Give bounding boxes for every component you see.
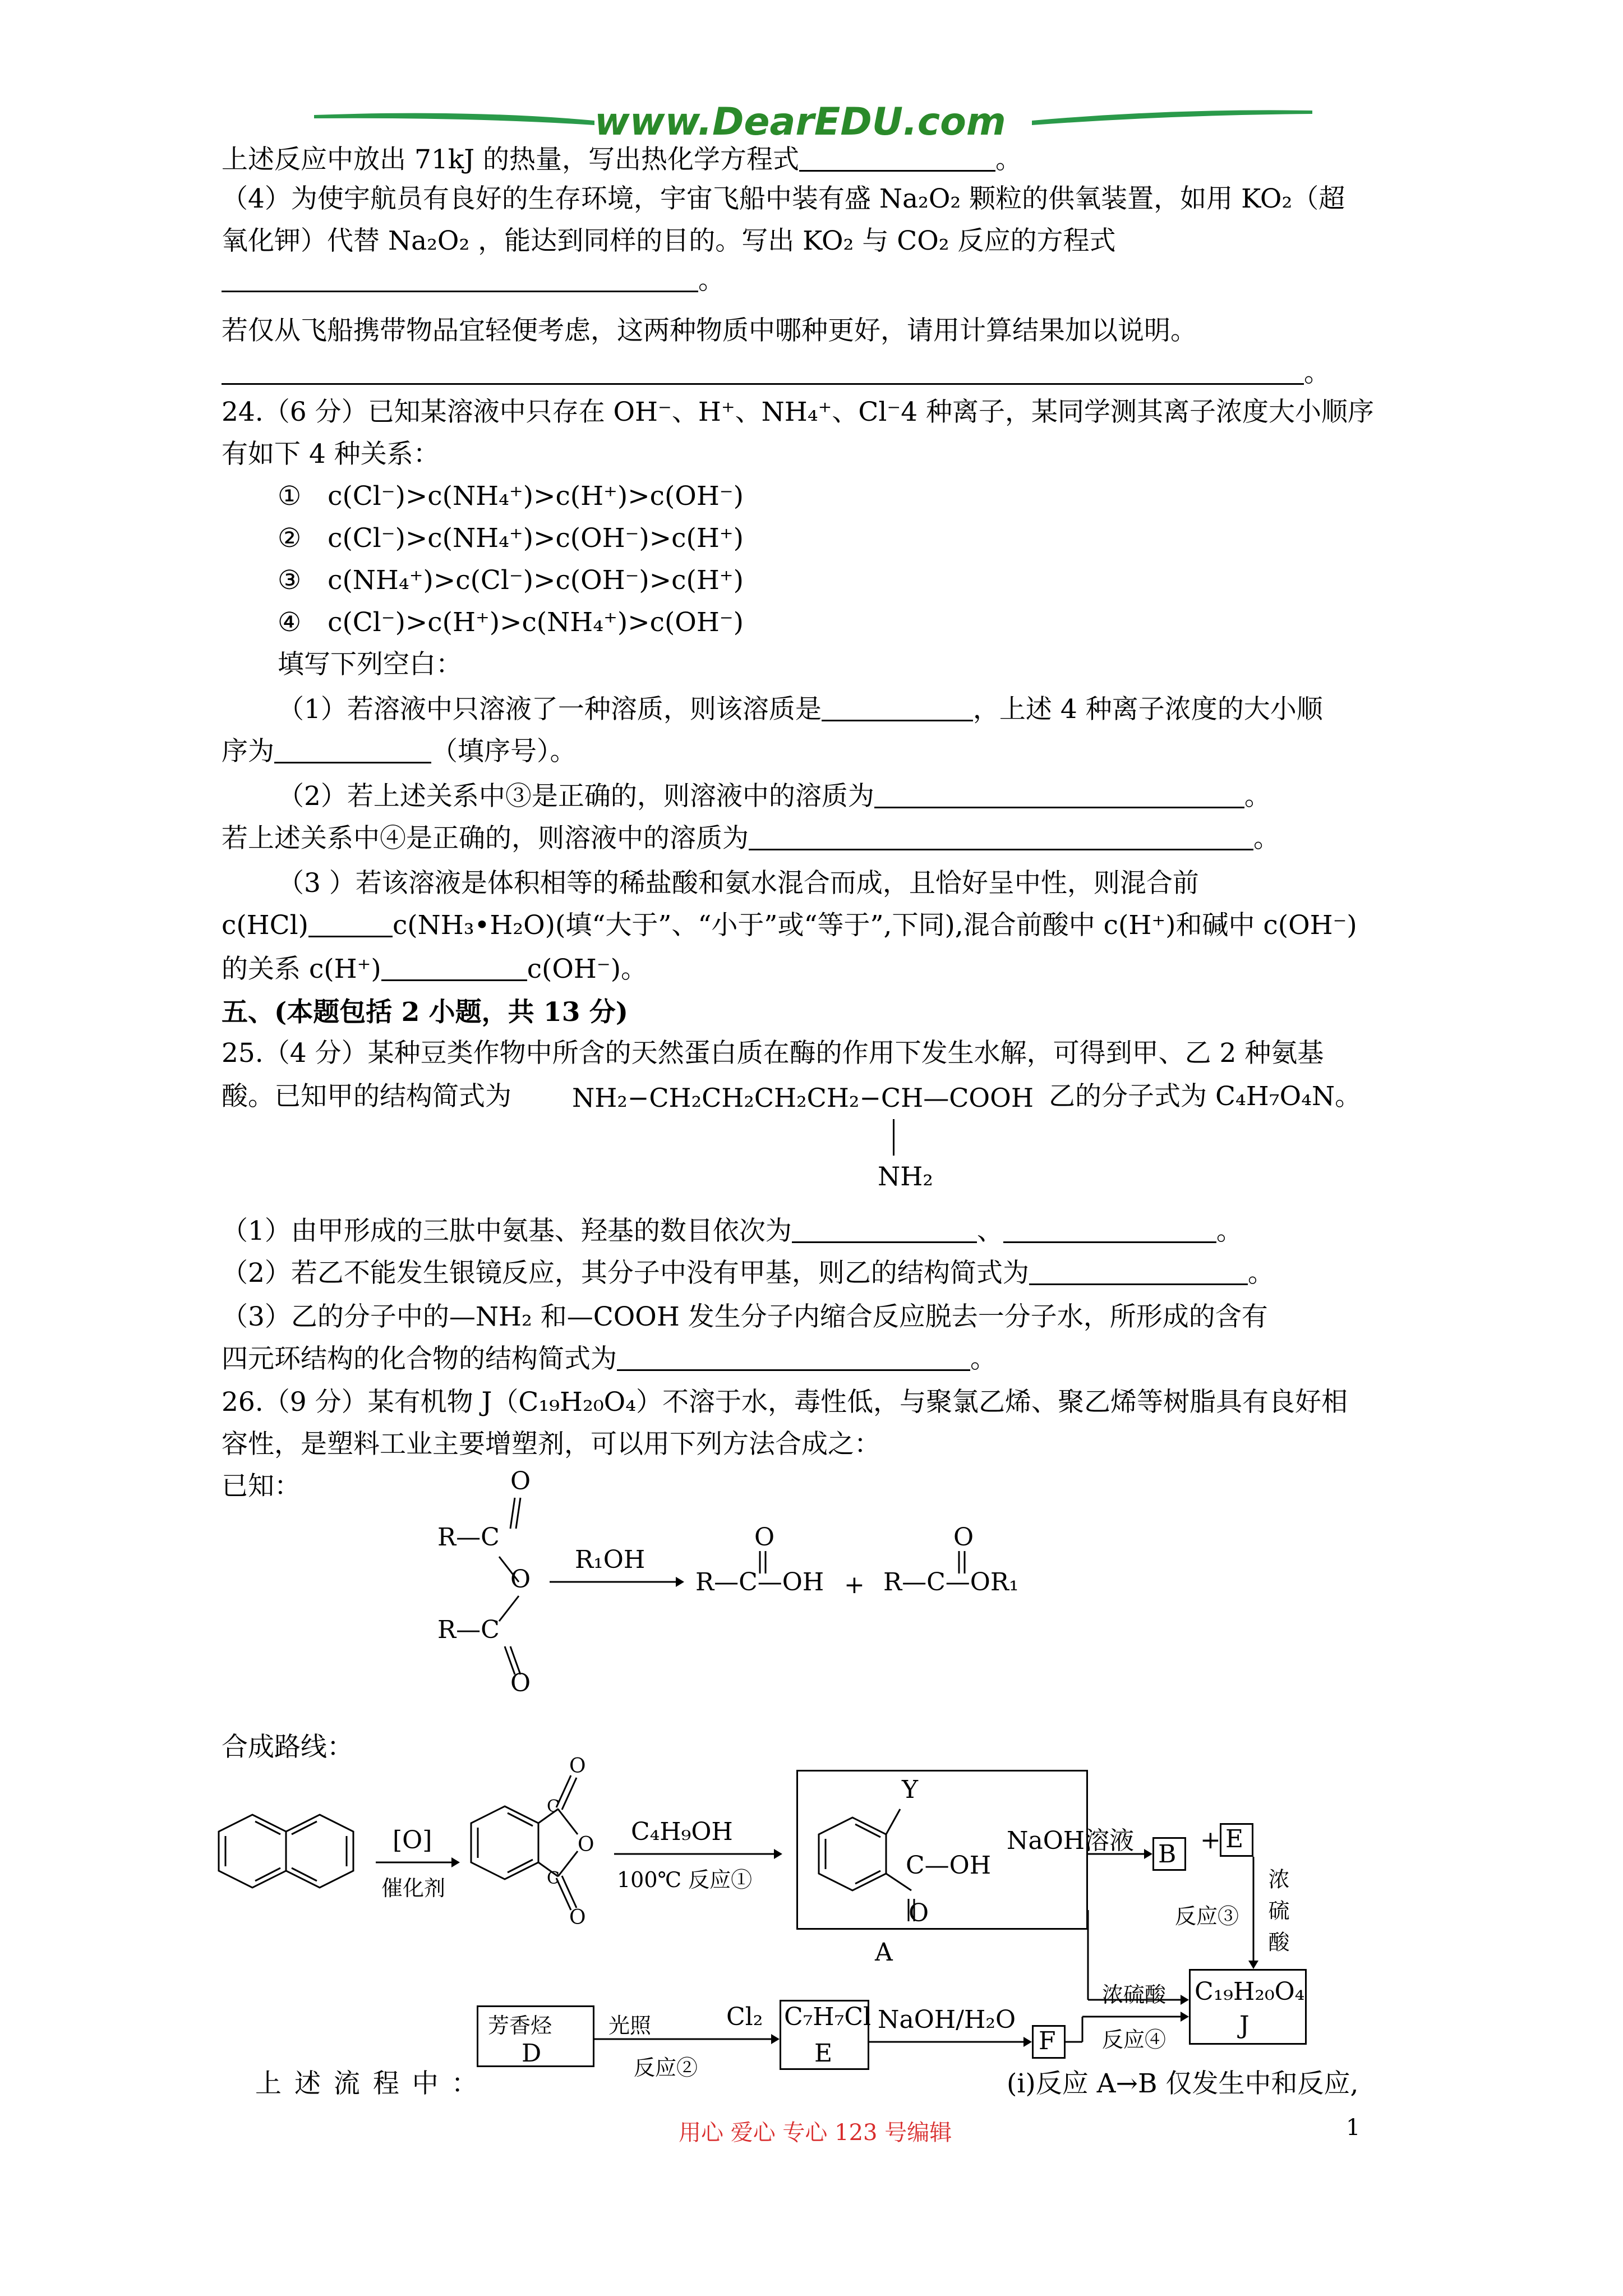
- q24-rel1: ① c(Cl⁻)>c(NH₄⁺)>c(H⁺)>c(OH⁻): [278, 481, 744, 512]
- q25-formula-bond: [893, 1119, 895, 1156]
- phthalic-anhydride-icon: [460, 1756, 611, 1924]
- q23-line1: 上述反应中放出 71kJ 的热量，写出热化学方程式 。: [222, 144, 1022, 175]
- q24-s3-c: 的关系 c(H⁺) c(OH⁻)。: [222, 954, 648, 984]
- rxn-rc-top: R—C: [437, 1523, 500, 1552]
- flow-step4-a: 浓硫酸: [1102, 1982, 1166, 2007]
- q26-known: 已知：: [222, 1471, 301, 1502]
- q24-s1-a: （1）若溶液中只溶液了一种溶质，则该溶质是 ，上述 4 种离子浓度的大小顺: [278, 694, 1323, 725]
- rxn-bond-mid2: [494, 1593, 538, 1627]
- section5-title: 五、(本题包括 2 小题，共 13 分): [222, 997, 629, 1028]
- rxn-prod2: R—C—OR₁: [883, 1568, 1019, 1596]
- q23-p4-d: 若仅从飞船携带物品宜轻便考虑，这两种物质中哪种更好，请用计算结果加以说明。: [222, 315, 1197, 346]
- q24-rel2: ② c(Cl⁻)>c(NH₄⁺)>c(OH⁻)>c(H⁺): [278, 523, 744, 554]
- svg-text:O: O: [578, 1833, 594, 1856]
- label-d: D: [522, 2039, 542, 2068]
- q23-p4-b: 氧化钾）代替 Na₂O₂ ，能达到同样的目的。写出 KO₂ 与 CO₂ 反应的方程式: [222, 226, 1116, 256]
- flow-plus-e: +: [1200, 1826, 1221, 1855]
- flow-cl2: Cl₂: [726, 2003, 763, 2031]
- q26-bottom-a: 上 述 流 程 中 ：: [255, 2068, 480, 2099]
- flow-oxid-sub: 催化剂: [381, 1876, 446, 1901]
- flow-arrow-1: [376, 1854, 460, 1871]
- q24-s2-a: （2）若上述关系中③是正确的，则溶液中的溶质为 。: [278, 781, 1271, 812]
- q26-intro-a: 26.（9 分）某有机物 J（C₁₉H₂₀O₄）不溶于水，毒性低，与聚氯乙烯、聚乙烯等树脂具有良好相: [222, 1387, 1348, 1418]
- flow-cond1: 100℃ 反应①: [617, 1867, 753, 1892]
- q25-formula-tail: 乙的分子式为 C₄H₇O₄N。: [1049, 1081, 1362, 1112]
- rxn-prod2-o: O: [953, 1523, 974, 1552]
- flow-naoh1: NaOH溶液: [1007, 1826, 1135, 1855]
- label-b: B: [1158, 1840, 1177, 1869]
- label-a: A: [875, 1938, 893, 1967]
- rxn-prod1: R—C—OH: [695, 1568, 824, 1596]
- q23-p4-e: 。: [222, 356, 1330, 390]
- q25-formula: NH₂−CH₂CH₂CH₂CH₂−CH—COOH: [572, 1083, 1034, 1113]
- flow-cl2-cond: 光照: [608, 2013, 652, 2038]
- rxn-reagent: R₁OH: [575, 1545, 645, 1574]
- rxn-rc-bottom: R—C: [437, 1616, 500, 1644]
- q24-rel3: ③ c(NH₄⁺)>c(Cl⁻)>c(OH⁻)>c(H⁺): [278, 565, 744, 596]
- q24-intro-b: 有如下 4 种关系：: [222, 439, 440, 470]
- q23-p4-c: 。: [222, 264, 725, 297]
- q25-s3-a: （3）乙的分子中的—NH₂ 和—COOH 发生分子内缩合反应脱去一分子水，所形成的含有: [222, 1301, 1268, 1332]
- label-j: J: [1239, 2011, 1249, 2040]
- svg-text:O: O: [569, 1756, 586, 1778]
- q25-s1: （1）由甲形成的三肽中氨基、羟基的数目依次为 、 。: [222, 1216, 1243, 1246]
- j-formula: C₁₉H₂₀O₄: [1195, 1977, 1305, 2006]
- footer-text: 用心 爱心 专心 123 号编辑: [679, 2120, 952, 2146]
- q24-s3-a: （3 ）若该溶液是体积相等的稀盐酸和氨水混合而成，且恰好呈中性，则混合前: [278, 868, 1199, 899]
- label-e-top: E: [1225, 1825, 1244, 1853]
- q26-intro-b: 容性，是塑料工业主要增塑剂，可以用下列方法合成之：: [222, 1429, 880, 1460]
- svg-text:C: C: [547, 1797, 560, 1816]
- flow-step4-b: 反应④: [1102, 2027, 1166, 2052]
- q25-formula-nh2: NH₂: [878, 1161, 933, 1191]
- flow-oxid: [O]: [393, 1826, 432, 1855]
- rxn-o-top: O: [510, 1467, 531, 1496]
- q24-fill: 填写下列空白：: [278, 649, 462, 680]
- q24-s3-b: c(HCl) c(NH₃•H₂O)(填“大于”、“小于”或“等于”,下同),混合前酸中 c(H⁺)和碱中 c(OH⁻): [222, 910, 1357, 941]
- q25-s2: （2）若乙不能发生银镜反应，其分子中没有甲基，则乙的结构简式为 。: [222, 1258, 1274, 1289]
- flow-c4h9oh: C₄H₉OH: [631, 1818, 733, 1846]
- compound-a-y: Y: [902, 1775, 919, 1804]
- svg-text:C: C: [547, 1869, 560, 1888]
- flow-step3: 反应③: [1175, 1904, 1239, 1929]
- rxn-bond-top: [494, 1495, 538, 1534]
- compound-a-cooh: C—OH: [906, 1851, 992, 1880]
- svg-text:O: O: [569, 1906, 586, 1924]
- q24-rel4: ④ c(Cl⁻)>c(H⁺)>c(NH₄⁺)>c(OH⁻): [278, 607, 744, 638]
- header-logo: www.DearEDU.com: [594, 100, 1006, 144]
- naphthalene-icon: [208, 1809, 376, 1904]
- rxn-prod1-o: O: [754, 1523, 775, 1552]
- rxn-o-mid: O: [510, 1565, 531, 1594]
- q26-bottom-b: (i)反应 A→B 仅发生中和反应,: [1007, 2068, 1359, 2099]
- flow-arrow-vertical: [1245, 1857, 1262, 1969]
- flow-step2: 反应②: [634, 2055, 698, 2080]
- flow-arrow-2: [614, 1846, 782, 1862]
- q25-s3-b: 四元环结构的化合物的结构简式为 。: [222, 1343, 997, 1374]
- e-formula: C₇H₇Cl: [784, 2003, 872, 2031]
- flow-vert-cond: 浓硫酸: [1265, 1868, 1289, 1962]
- q24-s1-c: 序为 （填序号）。: [222, 736, 577, 767]
- page-number: 1: [1346, 2115, 1361, 2141]
- q23-p4-a: （4）为使宇航员有良好的生存环境，宇宙飞船中装有盛 Na₂O₂ 颗粒的供氧装置，如用 KO₂（超: [222, 183, 1345, 214]
- flow-naoh2: NaOH/H₂O: [878, 2005, 1016, 2034]
- q25-intro-b: 酸。已知甲的结构简式为: [222, 1081, 511, 1112]
- q25-intro-a: 25.（4 分）某种豆类作物中所含的天然蛋白质在酶的作用下发生水解，可得到甲、乙 2 种氨基: [222, 1038, 1324, 1069]
- q26-route: 合成路线：: [222, 1732, 353, 1763]
- q24-intro-a: 24.（6 分）已知某溶液中只存在 OH⁻、H⁺、NH₄⁺、Cl⁻4 种离子，某同学测其离子浓度大小顺序: [222, 397, 1375, 427]
- compound-a-o: O: [909, 1899, 929, 1927]
- label-f: F: [1039, 2027, 1056, 2055]
- d-box-text: 芳香烃: [488, 2013, 552, 2038]
- q24-s2-b: 若上述关系中④是正确的，则溶液中的溶质为 。: [222, 823, 1280, 854]
- rxn-arrow: [550, 1573, 684, 1590]
- flow-arrow-5: [869, 2033, 1032, 2050]
- label-e: E: [814, 2039, 833, 2068]
- flow-arrow-3: [1088, 1846, 1152, 1862]
- rxn-o-bottom: O: [510, 1669, 531, 1697]
- rxn-plus: +: [844, 1571, 865, 1599]
- flow-arrow-4: [594, 2031, 780, 2047]
